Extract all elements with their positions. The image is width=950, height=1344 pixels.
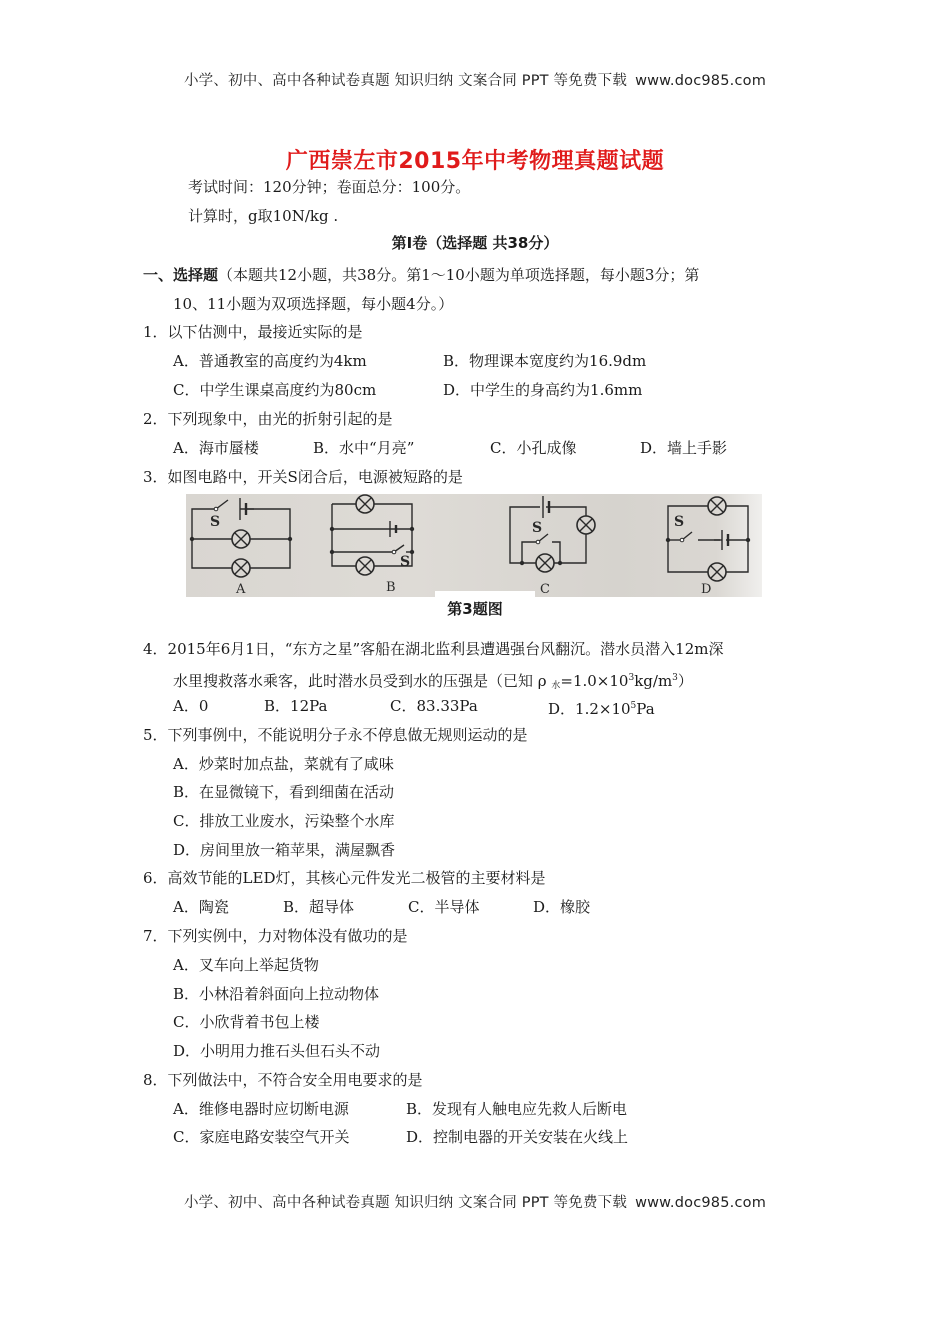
lamp-icon <box>708 497 726 515</box>
panel-label-d: D <box>701 582 712 597</box>
question-4-stem-line1: 4．2015年6月1日，“东方之星”客船在湖北监利县遭遇强台风翻沉。潜水员潜入12m深 <box>143 640 724 658</box>
lamp-icon <box>232 530 250 548</box>
part-label: 一、选择题 <box>143 266 219 284</box>
banner-text: 小学、初中、高中各种试卷真题 知识归纳 文案合同 PPT 等免费下载 <box>183 1195 628 1211</box>
q4-option-d <box>548 696 655 719</box>
banner-text: 小学、初中、高中各种试卷真题 知识归纳 文案合同 PPT 等免费下载 <box>183 73 628 89</box>
q4-exponent: 3 <box>628 673 635 683</box>
q4-stem-text: 水里搜救落水乘客，此时潜水员受到水的压强是（已知 ρ <box>173 672 552 690</box>
q4-close-paren: ） <box>677 672 693 690</box>
page-title: 广西崇左市2015年中考物理真题试题 <box>285 149 665 174</box>
q1-option-d: D．中学生的身高约为1.6mm <box>443 381 643 399</box>
q4-density-subscript: 水 <box>551 681 561 691</box>
q4-option-c: C．83.33Pa <box>390 697 478 715</box>
lamp-icon <box>577 516 595 534</box>
q8-option-b: B．发现有人触电应先救人后断电 <box>406 1100 628 1118</box>
q5-option-a: A．炒菜时加点盐，菜就有了咸味 <box>173 755 394 773</box>
q6-option-d: D．橡胶 <box>533 898 591 916</box>
q7-option-d: D．小明用力推石头但石头不动 <box>173 1042 381 1060</box>
section-heading: 第Ⅰ卷（选择题 共38分） <box>391 234 559 252</box>
q5-option-c: C．排放工业废水，污染整个水库 <box>173 812 395 830</box>
question-4-stem-line2 <box>173 668 693 696</box>
q7-option-a: A．叉车向上举起货物 <box>173 956 319 974</box>
switch-label-a: S <box>210 514 221 530</box>
q5-option-b: B．在显微镜下，看到细菌在活动 <box>173 783 395 801</box>
exam-time: 考试时间：120分钟；卷面总分：100分。 <box>188 178 471 196</box>
switch-label-b: S <box>400 554 411 570</box>
q6-option-c: C．半导体 <box>408 898 480 916</box>
q2-option-c: C．小孔成像 <box>490 439 577 457</box>
lamp-icon <box>536 554 554 572</box>
q4-unit: kg/m <box>634 672 673 690</box>
figure-caption: 第3题图 <box>447 600 503 618</box>
lamp-icon <box>356 557 374 575</box>
question-6-stem: 6．高效节能的LED灯，其核心元件发光二极管的主要材料是 <box>143 869 546 887</box>
header-banner <box>0 69 950 90</box>
q7-option-c: C．小欣背着书包上楼 <box>173 1013 320 1031</box>
q8-option-d: D．控制电器的开关安装在火线上 <box>406 1128 629 1146</box>
part-desc-line2: 10、11小题为双项选择题，每小题4分。） <box>173 295 454 313</box>
q4-unit-exponent: 3 <box>672 673 678 683</box>
q2-option-b: B．水中“月亮” <box>313 439 415 457</box>
circuit-diagram-figure <box>186 494 762 597</box>
q4-option-d-exponent: 5 <box>630 701 637 711</box>
circuit-diagrams <box>186 494 762 597</box>
q8-option-a: A．维修电器时应切断电源 <box>173 1100 349 1118</box>
lamp-icon <box>708 563 726 581</box>
q4-option-b: B．12Pa <box>264 697 328 715</box>
q2-option-a: A．海市蜃楼 <box>173 439 259 457</box>
q2-option-d: D．墙上手影 <box>640 439 728 457</box>
q4-option-d-unit: Pa <box>636 700 655 718</box>
panel-label-a: A <box>236 582 246 597</box>
question-1-stem: 1．以下估测中，最接近实际的是 <box>143 323 363 341</box>
lamp-icon <box>356 495 374 513</box>
q7-option-b: B．小林沿着斜面向上拉动物体 <box>173 985 380 1003</box>
question-3-stem: 3．如图电路中，开关S闭合后，电源被短路的是 <box>143 468 463 486</box>
question-5-stem: 5．下列事例中，不能说明分子永不停息做无规则运动的是 <box>143 726 528 744</box>
banner-site-link[interactable]: www.doc985.com <box>635 1195 767 1211</box>
q6-option-b: B．超导体 <box>283 898 355 916</box>
panel-label-b: B <box>386 580 396 595</box>
q6-option-a: A．陶瓷 <box>173 898 229 916</box>
q4-option-d-value: D．1.2×10 <box>548 700 631 718</box>
q1-option-b: B．物理课本宽度约为16.9dm <box>443 352 647 370</box>
question-2-stem: 2．下列现象中，由光的折射引起的是 <box>143 410 393 428</box>
gravity-note: 计算时，g取10N/kg . <box>188 207 339 225</box>
circuit-a <box>192 498 290 568</box>
q1-option-a: A．普通教室的高度约为4km <box>173 352 367 370</box>
part-description <box>143 265 699 285</box>
question-8-stem: 8．下列做法中，不符合安全用电要求的是 <box>143 1071 423 1089</box>
switch-label-d: S <box>674 514 685 530</box>
q4-option-a: A．0 <box>173 697 209 715</box>
q4-density-value: =1.0×10 <box>560 672 629 690</box>
q8-option-c: C．家庭电路安装空气开关 <box>173 1128 350 1146</box>
footer-banner <box>0 1191 950 1212</box>
q1-option-c: C．中学生课桌高度约为80cm <box>173 381 377 399</box>
question-7-stem: 7．下列实例中，力对物体没有做功的是 <box>143 927 408 945</box>
part-desc-line1: （本题共12小题，共38分。第1～10小题为单项选择题，每小题3分；第 <box>218 266 700 284</box>
banner-site-link[interactable]: www.doc985.com <box>635 73 767 89</box>
lamp-icon <box>232 559 250 577</box>
panel-label-c: C <box>540 582 550 597</box>
switch-label-c: S <box>532 520 543 536</box>
q5-option-d: D．房间里放一箱苹果，满屋飘香 <box>173 841 396 859</box>
